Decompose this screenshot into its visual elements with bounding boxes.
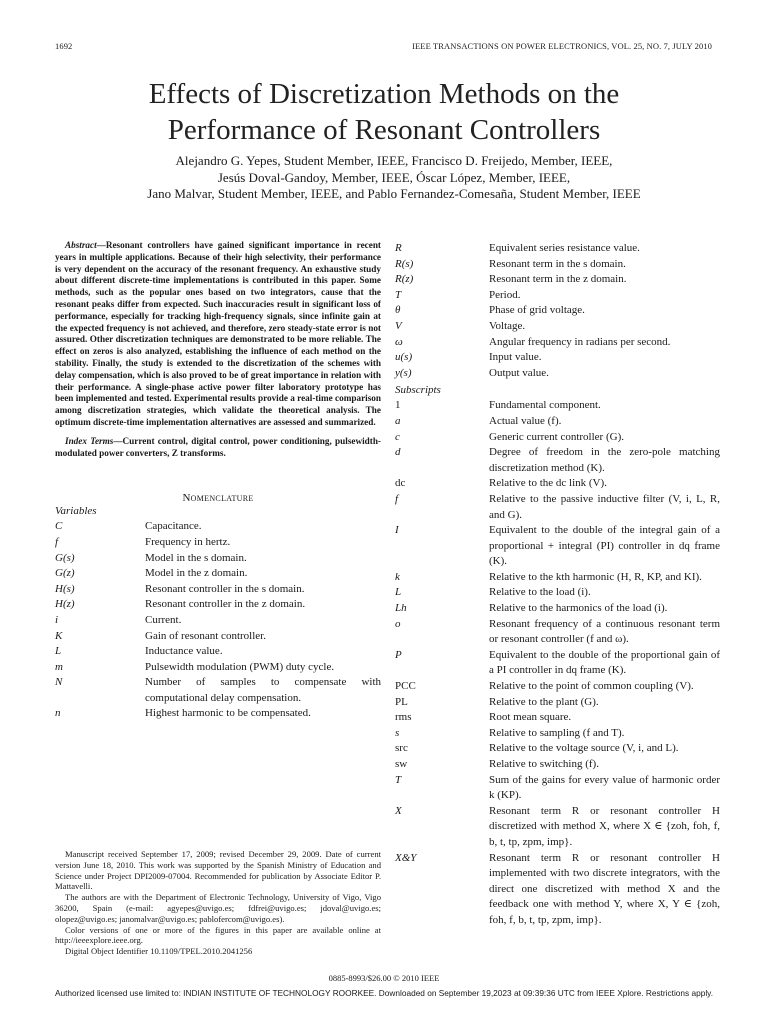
nomenclature-definition: Degree of freedom in the zero-pole matching discretization method (K). (489, 446, 720, 474)
nomenclature-symbol: PL (395, 695, 408, 708)
nomenclature-definition: Resonant frequency of a continuous resonant term or resonant controller (f and ω). (489, 617, 720, 646)
nomenclature-row (395, 398, 720, 414)
nomenclature-row (55, 519, 381, 535)
nomenclature-symbol: T (395, 288, 402, 301)
nomenclature-symbol: 1 (395, 399, 401, 412)
left-column (55, 240, 381, 722)
variables-label: Variables (55, 505, 97, 518)
footnote-color: Color versions of one or more of the figures in this paper are available online at http://ieeexplore.ieee.org. (55, 924, 381, 946)
nomenclature-row (55, 582, 381, 598)
nomenclature-row (55, 644, 381, 660)
nomenclature-symbol: G(s) (55, 551, 75, 564)
abstract-lead: Abstract (65, 240, 97, 250)
nomenclature-definition: Relative to the kth harmonic (H, R, KP, and KI). (489, 570, 702, 583)
nomenclature-row (55, 675, 381, 706)
nomenclature-symbol: R(s) (395, 257, 414, 270)
nomenclature-symbol: R(z) (395, 273, 414, 286)
nomenclature-definition: Input value. (489, 351, 542, 364)
nomenclature-symbol: f (55, 535, 59, 548)
author-line-2: Jesús Doval-Gandoy, Member, IEEE, Óscar López, Member, IEEE, (217, 169, 571, 185)
author-line-3: Jano Malvar, Student Member, IEEE, and Pablo Fernandez-Comesaña, Student Member, IEEE (147, 186, 641, 201)
nomenclature-definition: Sum of the gains for every value of harmonic order k (KP). (489, 773, 720, 802)
nomenclature-row (395, 741, 720, 757)
nomenclature-definition: Resonant controller in the s domain. (145, 582, 305, 595)
abstract (55, 240, 381, 429)
nomenclature-definition: Gain of resonant controller. (145, 629, 266, 642)
nomenclature-row (55, 551, 381, 567)
nomenclature-definition: Relative to the passive inductive filter (V, i, L, R, and G). (489, 492, 720, 521)
nomenclature-symbol: P (395, 648, 402, 661)
nomenclature-row (395, 679, 720, 695)
nomenclature-symbol: K (55, 629, 63, 642)
nomenclature-definition: Current. (145, 613, 182, 626)
nomenclature-symbol: X&Y (395, 851, 417, 864)
nomenclature-definition: Resonant term R or resonant controller H implemented with two discrete integrators, with the direct one discretized with method X and the feedback one with method Y, where X, Y ∈ {zoh, foh, f, b, t, tp, zpm, imp}. (489, 851, 720, 926)
nomenclature-row (395, 303, 720, 319)
nomenclature-row (395, 241, 720, 257)
nomenclature-symbol: o (395, 617, 401, 630)
nomenclature-symbol: y(s) (395, 366, 412, 379)
nomenclature-row (55, 566, 381, 582)
nomenclature-row (395, 288, 720, 304)
index-terms (55, 436, 381, 460)
index-terms-text: —Current control, digital control, power conditioning, pulsewidth-modulated power converters, Z transforms. (55, 435, 381, 458)
nomenclature-definition: Relative to the voltage source (V, i, and L). (489, 742, 679, 755)
nomenclature-definition: Root mean square. (489, 711, 572, 724)
nomenclature-row (395, 523, 720, 570)
nomenclature-row (395, 726, 720, 742)
nomenclature-symbol: u(s) (395, 351, 413, 364)
nomenclature-row (395, 492, 720, 523)
nomenclature-row (55, 660, 381, 676)
index-terms-lead: Index Terms (65, 435, 114, 446)
subscripts-label: Subscripts (395, 384, 441, 397)
nomenclature-row (395, 257, 720, 273)
title-line-1: Effects of Discretization Methods on the (148, 78, 620, 110)
nomenclature-definition: Relative to the dc link (V). (489, 477, 607, 490)
nomenclature-symbol: L (55, 645, 62, 658)
nomenclature-symbol: src (395, 742, 408, 755)
nomenclature-row (395, 570, 720, 586)
nomenclature-symbol: G(z) (55, 567, 75, 580)
nomenclature-definition: Frequency in hertz. (145, 535, 231, 548)
nomenclature-symbol: C (55, 520, 63, 533)
nomenclature-symbol: dc (395, 477, 406, 490)
nomenclature-symbol: i (55, 613, 59, 626)
nomenclature-symbol: d (395, 446, 401, 459)
nomenclature-symbol: L (395, 586, 402, 599)
nomenclature-definition: Voltage. (489, 319, 526, 332)
nomenclature-symbol: sw (395, 758, 408, 770)
nomenclature-definition: Relative to sampling (f and T). (489, 726, 625, 739)
nomenclature-row (395, 695, 720, 711)
nomenclature-symbol: a (395, 414, 401, 427)
nomenclature-row (55, 629, 381, 645)
nomenclature-row (395, 272, 720, 288)
nomenclature-row (395, 335, 720, 351)
subscripts-list (395, 398, 720, 928)
author-list (60, 153, 728, 203)
variables-list-continued (395, 241, 720, 381)
footnote (55, 849, 381, 957)
nomenclature-symbol: T (395, 773, 402, 786)
nomenclature-definition: Angular frequency in radians per second. (489, 335, 671, 348)
nomenclature-definition: Equivalent series resistance value. (489, 242, 640, 254)
nomenclature-row (395, 710, 720, 726)
nomenclature-row (395, 601, 720, 617)
nomenclature-row (395, 585, 720, 601)
title-line-2: Performance of Resonant Controllers (167, 114, 601, 146)
footnote-doi: Digital Object Identifier 10.1109/TPEL.2010.2041256 (65, 946, 253, 957)
running-header: IEEE TRANSACTIONS ON POWER ELECTRONICS, VOL. 25, NO. 7, JULY 2010 (412, 41, 712, 51)
nomenclature-row (55, 706, 381, 722)
nomenclature-definition: Generic current controller (G). (489, 430, 624, 443)
nomenclature-row (395, 366, 720, 382)
nomenclature-definition: Phase of grid voltage. (489, 304, 585, 317)
nomenclature-definition: Pulsewidth modulation (PWM) duty cycle. (145, 660, 335, 673)
nomenclature-symbol: f (395, 492, 399, 505)
nomenclature-row (395, 804, 720, 851)
nomenclature-definition: Model in the s domain. (145, 551, 247, 564)
nomenclature-definition: Output value. (489, 366, 549, 379)
nomenclature-symbol: N (55, 676, 63, 689)
nomenclature-symbol: X (395, 804, 402, 817)
nomenclature-row (395, 430, 720, 446)
nomenclature-symbol: Lh (395, 602, 407, 615)
author-line-1: Alejandro G. Yepes, Student Member, IEEE, Francisco D. Freijedo, Member, IEEE, (175, 153, 613, 168)
nomenclature-symbol: H(s) (55, 582, 75, 595)
nomenclature-row (55, 613, 381, 629)
nomenclature-symbol: PCC (395, 680, 416, 693)
nomenclature-symbol: V (395, 319, 402, 332)
copyright: 0885-8993/$26.00 © 2010 IEEE (328, 973, 440, 983)
page-number: 1692 (55, 41, 73, 51)
nomenclature-row (395, 445, 720, 476)
nomenclature-definition: Number of samples to compensate with computational delay compensation. (145, 676, 381, 704)
nomenclature-definition: Capacitance. (145, 520, 202, 533)
nomenclature-row (395, 350, 720, 366)
nomenclature-definition: Model in the z domain. (145, 567, 248, 580)
footnote-manuscript: Manuscript received September 17, 2009; revised December 29, 2009. Date of current version June 18, 2010. This work was supported by the Spanish Ministry of Education and Science under Project DPI2009-07004. Recommended for publication by Associate Editor P. Mattavelli. (55, 849, 381, 892)
nomenclature-definition: Fundamental component. (489, 399, 601, 412)
nomenclature-definition: Period. (489, 288, 521, 301)
nomenclature-symbol: R (395, 242, 402, 254)
nomenclature-symbol: n (55, 707, 61, 720)
paper-title (0, 76, 768, 148)
nomenclature-definition: Relative to the point of common coupling (V). (489, 680, 694, 693)
nomenclature-heading: Nomenclature (182, 492, 254, 505)
nomenclature-definition: Resonant term R or resonant controller H discretized with method X, where X ∈ {zoh, foh, f, b, t, tp, zpm, imp}. (489, 804, 720, 848)
nomenclature-row (395, 414, 720, 430)
nomenclature-row (395, 319, 720, 335)
nomenclature-definition: Resonant controller in the z domain. (145, 598, 306, 611)
nomenclature-symbol: s (395, 726, 400, 739)
nomenclature-definition: Relative to the harmonics of the load (i). (489, 602, 668, 615)
nomenclature-definition: Resonant term in the s domain. (489, 257, 626, 270)
nomenclature-row (395, 851, 720, 929)
nomenclature-definition: Relative to the load (i). (489, 586, 591, 599)
nomenclature-definition: Resonant term in the z domain. (489, 273, 627, 286)
nomenclature-definition: Relative to the plant (G). (489, 695, 599, 708)
nomenclature-symbol: m (55, 660, 63, 673)
nomenclature-row (395, 757, 720, 773)
nomenclature-row (395, 476, 720, 492)
nomenclature-symbol: rms (395, 711, 412, 724)
nomenclature-symbol: I (395, 524, 399, 537)
nomenclature-symbol: k (395, 570, 400, 583)
nomenclature-symbol: c (395, 430, 400, 443)
nomenclature-symbol: θ (395, 304, 401, 317)
nomenclature-row (395, 648, 720, 679)
variables-list (55, 519, 381, 722)
nomenclature-definition: Relative to switching (f). (489, 758, 599, 770)
nomenclature-definition: Highest harmonic to be compensated. (145, 707, 311, 720)
right-column (395, 241, 720, 929)
nomenclature-row (55, 597, 381, 613)
abstract-text: —Resonant controllers have gained significant importance in recent years in multiple applications. Because of their high selectivity, their performance is very dependent on the accuracy of the resonant frequency. An exhaustive study about different discrete-time implementations is contributed in this paper. Some methods, such as the popular ones based on two integrators, cause that the resonant peaks differ from expected. Such inaccuracies result in significant loss of performance, especially for tracking high-frequency signals, since infinite gain at the expected frequency is not achieved, and therefore, zero steady-state error is not assured. Other discretization techniques are demonstrated to be more reliable. The effect on zeros is also analyzed, establishing the influence of each method on the stability. Finally, the study is extended to the discretization of the schemes with delay compensation, which is also proved to be of great importance in relation with their performance. A single-phase active power filter laboratory prototype has been implemented and tested. Experimental results provide a real-time comparison among discretization strategies, which validate the theoretical analysis. The optimum discrete-time implementation alternatives are assessed and summarized. (55, 240, 381, 427)
nomenclature-definition: Actual value (f). (489, 414, 562, 427)
nomenclature-definition: Inductance value. (145, 645, 223, 658)
nomenclature-symbol: H(z) (55, 598, 75, 611)
nomenclature-definition: Equivalent to the double of the proportional gain of a PI controller in dq frame (K). (489, 648, 720, 677)
licence-notice: Authorized licensed use limited to: INDIAN INSTITUTE OF TECHNOLOGY ROORKEE. Downloaded on September 19,2023 at 09:39:36 UTC from IEEE Xplore. Restrictions apply. (54, 988, 714, 998)
nomenclature-definition: Equivalent to the double of the integral gain of a proportional + integral (PI) controller in dq frame (K). (489, 524, 720, 568)
nomenclature-row (395, 617, 720, 648)
footnote-affiliation: The authors are with the Department of Electronic Technology, University of Vigo, Vigo 36200, Spain (e-mail: agyepes@uvigo.es; fdfrei@uvigo.es; jdoval@uvigo.es; olopez@uvigo.es; janomalvar@uvigo.es; pablofercom@uvigo.es). (55, 892, 381, 924)
nomenclature-row (55, 535, 381, 551)
nomenclature-symbol: ω (395, 335, 403, 348)
nomenclature-row (395, 773, 720, 804)
